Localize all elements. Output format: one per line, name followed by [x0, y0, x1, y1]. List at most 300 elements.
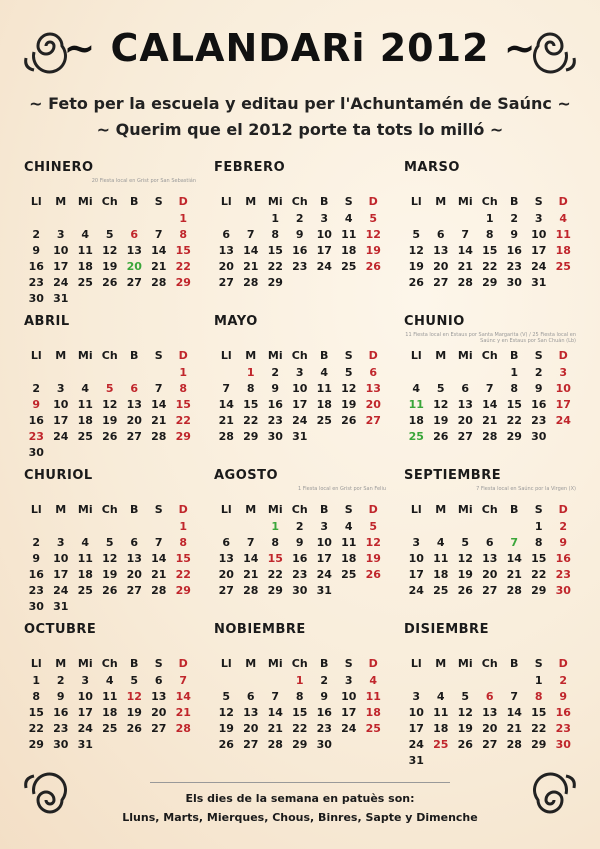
day-cell: 28 — [175, 721, 191, 735]
month-agosto — [214, 466, 390, 620]
weekday-header: B — [320, 348, 329, 362]
day-cell: 26 — [126, 721, 142, 735]
day-cell: 24 — [292, 413, 308, 427]
day-cell: 20 — [218, 567, 234, 581]
day-cell: 20 — [482, 721, 498, 735]
day-cell: 6 — [222, 227, 231, 241]
day-cell: 27 — [218, 583, 234, 597]
day-cell: 25 — [316, 413, 332, 427]
day-cell: 1 — [246, 365, 255, 379]
weekday-header: Ch — [291, 502, 308, 516]
weekday-header: B — [510, 502, 519, 516]
day-cell: 13 — [482, 705, 498, 719]
empty-cell — [122, 290, 147, 306]
empty-cell — [122, 210, 147, 226]
month-table — [404, 654, 576, 768]
day-cell: 8 — [179, 227, 188, 241]
day-cell: 22 — [267, 567, 283, 581]
day-cell: 9 — [320, 689, 329, 703]
day-cell: 24 — [408, 737, 424, 751]
day-cell: 18 — [433, 721, 449, 735]
day-cell: 13 — [218, 243, 234, 257]
day-cell: 12 — [365, 227, 381, 241]
day-cell: 28 — [267, 737, 283, 751]
day-cell: 11 — [77, 243, 93, 257]
empty-cell — [551, 428, 576, 444]
day-cell: 18 — [77, 567, 93, 581]
day-cell: 6 — [246, 689, 255, 703]
weekday-header: Ll — [220, 656, 232, 670]
day-cell: 22 — [531, 721, 547, 735]
day-cell: 3 — [412, 689, 421, 703]
empty-cell — [98, 736, 123, 752]
empty-cell — [122, 518, 147, 534]
day-cell: 15 — [531, 551, 547, 565]
day-cell: 19 — [102, 413, 118, 427]
weekday-header: D — [368, 502, 378, 516]
empty-cell — [429, 210, 454, 226]
day-cell: 25 — [77, 429, 93, 443]
day-cell: 14 — [218, 397, 234, 411]
day-cell: 24 — [316, 567, 332, 581]
empty-cell — [429, 672, 454, 688]
day-cell: 8 — [179, 381, 188, 395]
weekday-header: S — [154, 194, 163, 208]
empty-cell — [551, 752, 576, 768]
day-cell: 10 — [531, 227, 547, 241]
day-cell: 14 — [506, 551, 522, 565]
day-cell: 12 — [218, 705, 234, 719]
day-cell: 16 — [555, 705, 571, 719]
day-cell: 2 — [32, 381, 41, 395]
day-cell: 5 — [436, 381, 445, 395]
day-cell: 18 — [77, 259, 93, 273]
day-cell: 13 — [433, 243, 449, 257]
weekday-header: D — [368, 656, 378, 670]
day-cell: 2 — [510, 211, 519, 225]
day-cell: 1 — [179, 365, 188, 379]
weekday-header: B — [130, 348, 139, 362]
day-cell: 29 — [267, 275, 283, 289]
day-cell: 17 — [341, 705, 357, 719]
day-cell: 21 — [175, 705, 191, 719]
empty-cell — [214, 210, 239, 226]
day-cell: 17 — [555, 397, 571, 411]
empty-cell — [263, 672, 288, 688]
empty-cell — [337, 582, 362, 598]
day-cell: 17 — [408, 567, 424, 581]
day-cell: 10 — [53, 397, 69, 411]
day-cell: 23 — [28, 583, 44, 597]
day-cell: 7 — [461, 227, 470, 241]
day-cell: 21 — [457, 259, 473, 273]
day-cell: 29 — [531, 737, 547, 751]
day-cell: 7 — [510, 535, 519, 549]
weekday-header: D — [178, 656, 188, 670]
empty-cell — [73, 210, 98, 226]
day-cell: 25 — [433, 737, 449, 751]
day-cell: 29 — [175, 429, 191, 443]
month-table — [24, 654, 196, 752]
weekday-header: S — [344, 502, 353, 516]
empty-cell — [361, 428, 386, 444]
weekday-header: Ll — [220, 194, 232, 208]
day-cell: 27 — [482, 737, 498, 751]
day-cell: 9 — [32, 243, 41, 257]
day-cell: 25 — [77, 275, 93, 289]
day-cell: 17 — [316, 551, 332, 565]
day-cell: 10 — [292, 381, 308, 395]
day-cell: 6 — [222, 535, 231, 549]
day-cell: 31 — [53, 291, 69, 305]
day-cell: 10 — [316, 535, 332, 549]
weekday-header: D — [558, 194, 568, 208]
day-cell: 17 — [53, 567, 69, 581]
day-cell: 9 — [510, 227, 519, 241]
empty-cell — [361, 736, 386, 752]
day-cell: 30 — [531, 429, 547, 443]
month-name: AGOSTO — [214, 468, 279, 483]
month-febrero — [214, 158, 390, 312]
month-table — [404, 192, 576, 290]
day-cell: 1 — [271, 211, 280, 225]
day-cell: 30 — [28, 445, 44, 459]
weekday-header: S — [154, 502, 163, 516]
month-table — [404, 346, 576, 444]
empty-cell — [337, 428, 362, 444]
day-cell: 11 — [365, 689, 381, 703]
day-cell: 26 — [365, 567, 381, 581]
day-cell: 31 — [531, 275, 547, 289]
weekday-header: Ch — [291, 656, 308, 670]
day-cell: 22 — [28, 721, 44, 735]
weekday-header: M — [245, 348, 257, 362]
day-cell: 15 — [506, 397, 522, 411]
weekday-header: Mi — [267, 194, 283, 208]
day-cell: 14 — [151, 397, 167, 411]
day-cell: 4 — [559, 211, 568, 225]
empty-cell — [171, 444, 196, 460]
day-cell: 13 — [365, 381, 381, 395]
empty-cell — [502, 672, 527, 688]
empty-cell — [98, 518, 123, 534]
day-cell: 11 — [408, 397, 424, 411]
day-cell: 23 — [267, 413, 283, 427]
month-mayo — [214, 312, 390, 466]
day-cell: 6 — [130, 535, 139, 549]
weekday-header: Ll — [30, 348, 42, 362]
day-cell: 27 — [243, 737, 259, 751]
day-cell: 4 — [81, 381, 90, 395]
day-cell: 15 — [267, 551, 283, 565]
day-cell: 28 — [218, 429, 234, 443]
footer-weekdays-list: Lluns, Marts, Mierques, Chous, Binres, Sapte y Dimenche — [122, 811, 478, 824]
weekday-header: Ch — [101, 194, 118, 208]
day-cell: 7 — [271, 689, 280, 703]
day-cell: 20 — [126, 567, 142, 581]
day-cell: 13 — [151, 689, 167, 703]
weekday-header: Ch — [481, 194, 498, 208]
weekday-header: Mi — [77, 348, 93, 362]
day-cell: 13 — [126, 243, 142, 257]
empty-cell — [453, 210, 478, 226]
day-cell: 25 — [77, 583, 93, 597]
day-cell: 8 — [179, 535, 188, 549]
day-cell: 16 — [267, 397, 283, 411]
day-cell: 11 — [433, 551, 449, 565]
subtitle-school: ~ Feto per la escuela y editau per l'Achuntamén de Saúnc ~ — [29, 94, 571, 113]
empty-cell — [453, 518, 478, 534]
day-cell: 15 — [175, 397, 191, 411]
weekday-header: S — [534, 194, 543, 208]
weekday-header: Ch — [291, 194, 308, 208]
weekday-header: Ch — [291, 348, 308, 362]
day-cell: 26 — [457, 583, 473, 597]
day-cell: 19 — [102, 259, 118, 273]
day-cell: 17 — [408, 721, 424, 735]
day-cell: 27 — [365, 413, 381, 427]
weekday-header: D — [368, 348, 378, 362]
day-cell: 30 — [316, 737, 332, 751]
day-cell: 19 — [341, 397, 357, 411]
day-cell: 23 — [292, 259, 308, 273]
day-cell: 14 — [243, 243, 259, 257]
day-cell: 12 — [433, 397, 449, 411]
day-cell: 29 — [482, 275, 498, 289]
month-name: CHURIOL — [24, 468, 93, 483]
day-cell: 20 — [218, 259, 234, 273]
day-cell: 20 — [365, 397, 381, 411]
day-cell: 27 — [457, 429, 473, 443]
weekday-header: M — [435, 194, 447, 208]
day-cell: 30 — [28, 291, 44, 305]
day-cell: 9 — [56, 689, 65, 703]
empty-cell — [478, 518, 503, 534]
empty-cell — [49, 210, 74, 226]
empty-cell — [122, 364, 147, 380]
day-cell: 8 — [246, 381, 255, 395]
empty-cell — [288, 274, 313, 290]
day-cell: 9 — [559, 535, 568, 549]
day-cell: 5 — [130, 673, 139, 687]
day-cell: 1 — [534, 519, 543, 533]
day-cell: 26 — [218, 737, 234, 751]
weekday-header: S — [344, 656, 353, 670]
day-cell: 28 — [243, 583, 259, 597]
month-nobiembre — [214, 620, 390, 774]
day-cell: 15 — [531, 705, 547, 719]
empty-cell — [98, 598, 123, 614]
day-cell: 6 — [461, 381, 470, 395]
day-cell: 26 — [102, 429, 118, 443]
day-cell: 4 — [81, 535, 90, 549]
day-cell: 10 — [555, 381, 571, 395]
weekday-header: D — [558, 656, 568, 670]
empty-cell — [73, 290, 98, 306]
day-cell: 20 — [126, 259, 142, 273]
day-cell: 29 — [531, 583, 547, 597]
weekday-header: Ll — [30, 502, 42, 516]
day-cell: 31 — [53, 599, 69, 613]
empty-cell — [147, 598, 172, 614]
day-cell: 16 — [28, 567, 44, 581]
empty-cell — [214, 518, 239, 534]
weekday-header: B — [130, 502, 139, 516]
day-cell: 15 — [28, 705, 44, 719]
day-cell: 21 — [151, 413, 167, 427]
day-cell: 13 — [482, 551, 498, 565]
day-cell: 3 — [56, 227, 65, 241]
day-cell: 4 — [344, 211, 353, 225]
month-abril — [24, 312, 200, 466]
day-cell: 19 — [433, 413, 449, 427]
month-table — [404, 500, 576, 598]
empty-cell — [404, 518, 429, 534]
weekday-header: B — [130, 656, 139, 670]
day-cell: 2 — [295, 211, 304, 225]
day-cell: 2 — [534, 365, 543, 379]
day-cell: 27 — [151, 721, 167, 735]
day-cell: 9 — [534, 381, 543, 395]
month-table — [214, 500, 386, 598]
day-cell: 7 — [222, 381, 231, 395]
day-cell: 6 — [485, 535, 494, 549]
weekday-header: Mi — [77, 656, 93, 670]
day-cell: 27 — [126, 583, 142, 597]
weekday-header: B — [320, 656, 329, 670]
month-table — [24, 346, 196, 460]
day-cell: 7 — [510, 689, 519, 703]
weekday-header: S — [534, 502, 543, 516]
weekday-header: M — [435, 502, 447, 516]
day-cell: 8 — [485, 227, 494, 241]
day-cell: 20 — [243, 721, 259, 735]
day-cell: 13 — [126, 397, 142, 411]
day-cell: 18 — [365, 705, 381, 719]
day-cell: 28 — [151, 275, 167, 289]
day-cell: 29 — [28, 737, 44, 751]
day-cell: 11 — [102, 689, 118, 703]
empty-cell — [478, 752, 503, 768]
day-cell: 18 — [555, 243, 571, 257]
day-cell: 4 — [344, 519, 353, 533]
day-cell: 28 — [457, 275, 473, 289]
day-cell: 1 — [179, 519, 188, 533]
day-cell: 14 — [151, 551, 167, 565]
day-cell: 16 — [28, 259, 44, 273]
day-cell: 10 — [53, 551, 69, 565]
day-cell: 26 — [408, 275, 424, 289]
day-cell: 17 — [53, 259, 69, 273]
weekday-header: Ch — [481, 348, 498, 362]
empty-cell — [122, 736, 147, 752]
month-name: MAYO — [214, 314, 258, 329]
weekday-header: B — [320, 502, 329, 516]
day-cell: 3 — [344, 673, 353, 687]
weekday-header: D — [558, 502, 568, 516]
day-cell: 23 — [292, 567, 308, 581]
day-cell: 25 — [408, 429, 424, 443]
day-cell: 15 — [482, 243, 498, 257]
day-cell: 23 — [531, 413, 547, 427]
month-table — [24, 500, 196, 614]
empty-cell — [312, 428, 337, 444]
day-cell: 28 — [151, 429, 167, 443]
day-cell: 11 — [555, 227, 571, 241]
day-cell: 27 — [433, 275, 449, 289]
day-cell: 7 — [246, 227, 255, 241]
day-cell: 14 — [482, 397, 498, 411]
month-name: OCTUBRE — [24, 622, 97, 637]
local-holiday-note: 1 Fiesta local en Grist por San Feliu — [297, 486, 386, 492]
weekday-header: S — [534, 348, 543, 362]
empty-cell — [429, 518, 454, 534]
page-title: ~ CALANDARi 2012 ~ — [63, 26, 537, 70]
day-cell: 30 — [555, 583, 571, 597]
day-cell: 26 — [365, 259, 381, 273]
empty-cell — [147, 518, 172, 534]
day-cell: 24 — [555, 413, 571, 427]
day-cell: 23 — [28, 275, 44, 289]
day-cell: 12 — [102, 397, 118, 411]
month-name: CHINERO — [24, 160, 94, 175]
weekday-header: D — [178, 348, 188, 362]
day-cell: 8 — [32, 689, 41, 703]
weekday-header: S — [344, 348, 353, 362]
day-cell: 25 — [102, 721, 118, 735]
day-cell: 22 — [292, 721, 308, 735]
month-chunio — [404, 312, 580, 466]
day-cell: 10 — [408, 705, 424, 719]
weekday-header: Ll — [220, 348, 232, 362]
empty-cell — [312, 274, 337, 290]
month-name: FEBRERO — [214, 160, 286, 175]
day-cell: 27 — [126, 275, 142, 289]
day-cell: 25 — [341, 567, 357, 581]
day-cell: 25 — [555, 259, 571, 273]
weekday-header: Ch — [481, 502, 498, 516]
day-cell: 20 — [433, 259, 449, 273]
day-cell: 21 — [267, 721, 283, 735]
empty-cell — [24, 210, 49, 226]
day-cell: 15 — [175, 243, 191, 257]
weekday-header: Ll — [410, 194, 422, 208]
day-cell: 7 — [154, 535, 163, 549]
day-cell: 1 — [32, 673, 41, 687]
day-cell: 8 — [295, 689, 304, 703]
empty-cell — [73, 444, 98, 460]
empty-cell — [429, 364, 454, 380]
empty-cell — [478, 364, 503, 380]
day-cell: 9 — [32, 397, 41, 411]
day-cell: 30 — [53, 737, 69, 751]
empty-cell — [404, 210, 429, 226]
day-cell: 9 — [295, 227, 304, 241]
day-cell: 18 — [341, 551, 357, 565]
empty-cell — [453, 752, 478, 768]
day-cell: 27 — [218, 275, 234, 289]
month-churiol — [24, 466, 200, 620]
day-cell: 7 — [154, 381, 163, 395]
day-cell: 24 — [53, 583, 69, 597]
day-cell: 19 — [457, 721, 473, 735]
footer-divider — [150, 782, 450, 783]
day-cell: 2 — [271, 365, 280, 379]
weekday-header: Ll — [410, 656, 422, 670]
empty-cell — [429, 752, 454, 768]
day-cell: 8 — [534, 689, 543, 703]
day-cell: 1 — [271, 519, 280, 533]
